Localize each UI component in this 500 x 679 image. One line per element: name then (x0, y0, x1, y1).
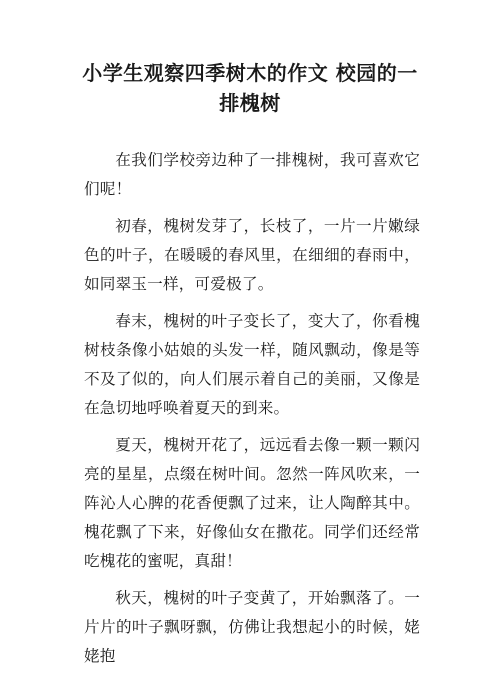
paragraph: 春末，槐树的叶子变长了，变大了，你看槐树枝条像小姑娘的头发一样，随风飘动，像是等不及了似的，向人们展示着自己的美丽，又像是在急切地呼唤着夏天的到来。 (84, 312, 420, 417)
article-title (60, 58, 440, 118)
paragraph: 夏天，槐树开花了，远远看去像一颗一颗闪亮的星星，点缀在树叶间。忽然一阵风吹来，一阵沁人心脾的花香便飘了过来，让人陶醉其中。槐花飘了下来，好像仙女在撒花。同学们还经常吃槐花的蜜呢，真甜！ (84, 436, 420, 570)
article-body (84, 146, 420, 679)
article-title-line-2: 排槐树 (219, 91, 281, 115)
paragraph: 秋天，槐树的叶子变黄了，开始飘落了。一片片的叶子飘呀飘，仿佛让我想起小的时候，姥姥抱 (84, 589, 420, 665)
article-title-line-1: 小学生观察四季树木的作文 校园的一 (82, 61, 418, 85)
paragraph: 在我们学校旁边种了一排槐树，我可喜欢它们呢！ (84, 151, 420, 198)
paragraph: 初春，槐树发芽了，长枝了，一片一片嫩绿色的叶子，在暖暖的春风里，在细细的春雨中，如同翠玉一样，可爱极了。 (84, 217, 420, 293)
